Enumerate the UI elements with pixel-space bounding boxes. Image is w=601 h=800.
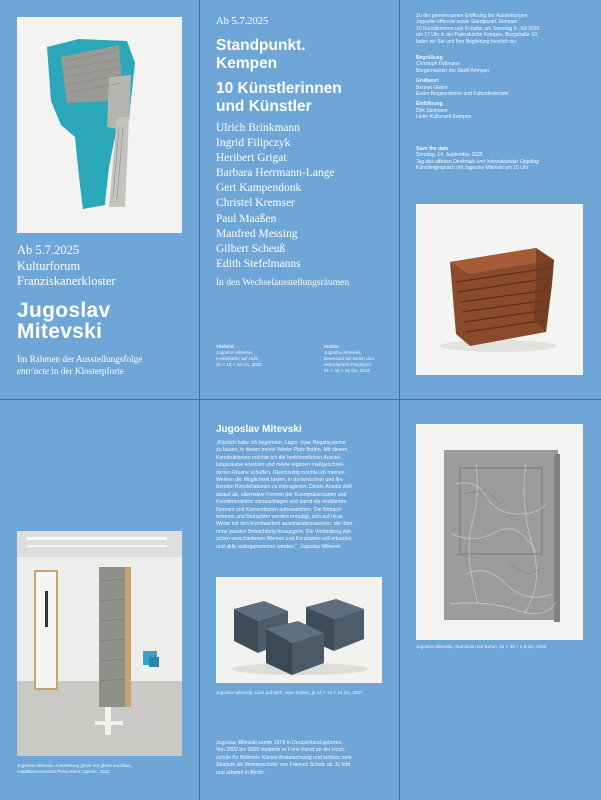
aluminium-artwork-photo [416, 424, 583, 640]
artist-name: Ingrid Filipczyk [216, 137, 291, 150]
cover-date: Ab 5.7.2025 [17, 243, 80, 257]
artist-heading: Jugoslav Mitevski [216, 424, 302, 435]
artist-name: Heribert Grigat [216, 152, 287, 165]
right-image-caption: rechts: Jugoslav Mitevski, Eisenoxid auf Beton und extrudiertem Polystyrol 51 × 42 × 34 cm, 2019 [324, 344, 374, 373]
group-title-line2: Kempen [216, 55, 278, 72]
installation-caption: Jugoslav Mitevski, Ausstellung ghost not ghost and blue, Installationsansicht Petra Rinck Galerie, 2022 [17, 763, 132, 774]
artist-name: Gert Kampendonk [216, 182, 302, 195]
artist-name: Gilbert Scheuß [216, 242, 286, 255]
program-block [416, 55, 509, 121]
artist-bio: Jugoslav Mitevski wurde 1978 in Deutschland geboren. Von 2002 bis 2009 studierte er Freie Kunst an der Hoch- schule für Bildende Künste Braunschweig und schloss sein Studium als Meisterschüler von Frances Scholz ab. Er lebt und arbeitet in Berlin. [216, 740, 352, 776]
program-item: Begrüßung Christoph Dellmans Bürgermeister der Stadt Kempen [416, 55, 490, 74]
series-location: in der Klosterpforte [49, 366, 124, 376]
group-subtitle-line1: 10 Künstlerinnen [216, 80, 342, 97]
artist-name: Christel Kremser [216, 197, 295, 210]
series-title: entr'acte [17, 366, 50, 376]
group-title-line1: Standpunkt. [216, 37, 306, 54]
fold-line-right [399, 0, 400, 800]
quote-attribution: Jugoslav Mitevski [299, 543, 341, 550]
artist-quote: „Kürzlich habe ich begonnen, Lager- bzw. Regalsysteme zu bauen, in denen meine Werke Platz finden. Mit diesen Konstruktionen möchte ich die herkömmlichen Ausstel- lungsräume ersetzen und meine eigenen maßgeschnei- derten Räume schaffen. Gleichzeitig möchte ich meinen Werken die Möglichkeit bieten, in dynamischen und flie- ßenden Konstellationen zu interagieren. Dieser Ansatz zielt darauf ab, alternative Formen der Kunstpräsentation und Kunstinteraktion vorzuschlagen und damit die etablierten Normen und Konventionen aufzuweichen. Die Betrach- terinnen und Betrachter werden ermutigt, sich auf neue Weise mit den Kunstwerken auseinanderzusetzen, die über reine passive Betrachtung hinausgeht. Die Verbindung zwi- schen verschiedenen Werken und Konzepten soll erkundet und aktiv wahrgenommen werden.“ Jugoslav Mitevski [216, 440, 353, 550]
artist-list [216, 121, 334, 272]
cover-venue-line1: Kulturforum [17, 259, 81, 273]
invitation-text: Zu der gemeinsamen Eröffnung der Ausstellungen Jugoslav Mitevski sowie Standpunkt. Kempen 10 Künstlerinnen und Künstler am Samstag 5. Juli 2025 um 17 Uhr in der Paterskirche Kempen, Burgstraße 19, laden wir Sie und Ihre Begleitung herzlich ein. [416, 13, 540, 45]
artist-name: Ulrich Brinkmann [216, 122, 300, 134]
group-date: Ab 5.7.2025 [216, 16, 269, 27]
cover-venue-line2: Franziskanerkloster [17, 274, 116, 288]
cubes-photo [216, 577, 382, 683]
cover-series-line2 [17, 366, 124, 378]
program-item: Grußwort Bennet Gielen Erster Beigeordneter und Kulturdezernent [416, 78, 509, 98]
rust-sculpture-photo [416, 204, 583, 375]
fold-line-middle [0, 399, 601, 400]
cover-series-line1: Im Rahmen der Ausstellungsfolge [17, 354, 143, 364]
save-the-date: Save the date Sonntag, 14. September 2025 Tag des offenen Denkmals und Internationaler Orgeltag Künstlergespräch mit Jugoslav Mitevski um 15 Uhr [416, 146, 539, 172]
artist-name: Manfred Messing [216, 227, 298, 240]
aluminium-caption: Jugoslav Mitevski, Aluminium auf Beton, 41 × 33 × 2,8 cm, 2022 [416, 644, 547, 649]
fold-line-left [199, 0, 200, 800]
cover-image-caption: Titelbild Jugoslav Mitevski, Kreidefarbe auf Holz, 34 × 18 × 10 cm, 2020 [216, 344, 262, 367]
cover-artist-name: Jugoslav Mitevski [17, 299, 111, 343]
cover-artwork-photo [17, 17, 182, 233]
installation-view-photo [17, 531, 182, 756]
artist-name: Barbara Herrmann-Lange [216, 167, 335, 180]
program-item: Einführung Dirk Steimann Leiter Kulturamt Kempen [416, 101, 472, 121]
group-location: In den Wechselausstellungsräumen [216, 278, 350, 288]
artist-name: Paul Maaßen [216, 212, 277, 225]
cubes-caption: Jugoslav Mitevski, Lack auf MdF, neun Kuben, je 14 × 14 × 14 cm, 2007 [216, 690, 363, 695]
group-subtitle-line2: und Künstler [216, 98, 312, 115]
artist-name: Edith Stefelmanns [216, 257, 301, 270]
